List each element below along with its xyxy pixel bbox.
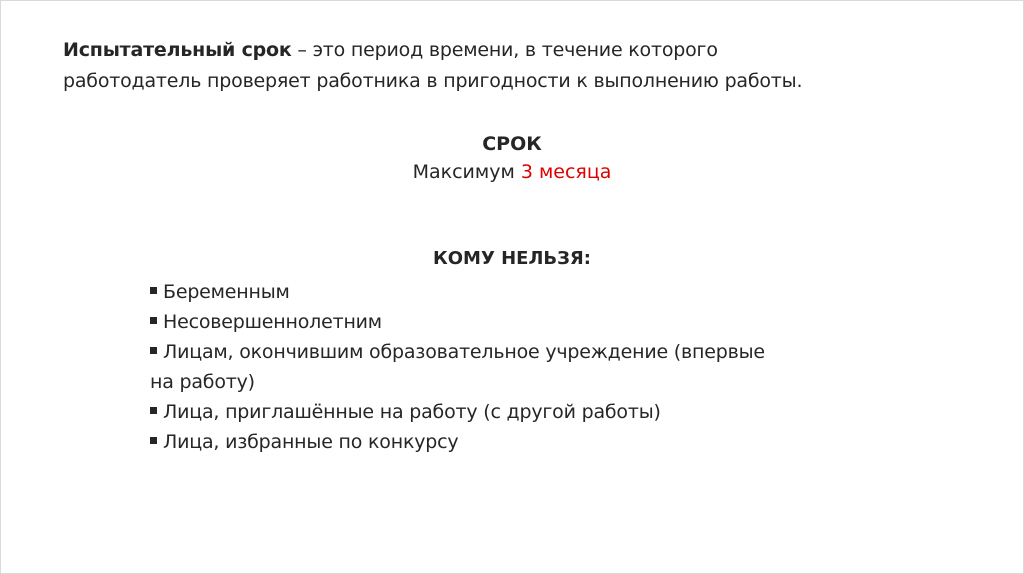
list-item-text: Беременным	[163, 281, 290, 303]
square-bullet-icon	[150, 347, 157, 354]
restriction-heading: КОМУ НЕЛЬЗЯ:	[433, 248, 591, 269]
term-prefix: Максимум	[412, 161, 521, 183]
list-item	[150, 427, 890, 457]
list-item-text: Лицам, окончившим образовательное учреждение (впервые	[163, 341, 765, 363]
list-item-text-continuation: на работу)	[150, 371, 255, 393]
term-value: 3 месяца	[520, 161, 612, 183]
list-item	[150, 277, 890, 307]
square-bullet-icon	[150, 437, 157, 444]
list-item-text: Лица, приглашённые на работу (с другой работы)	[163, 401, 661, 423]
definition-text-line2: работодатель проверяет работника в пригодности к выполнению работы.	[63, 70, 803, 92]
square-bullet-icon	[150, 287, 157, 294]
term-heading: СРОК	[482, 133, 542, 155]
list-item	[150, 307, 890, 337]
definition-text-line1: – это период времени, в течение которого	[291, 39, 718, 61]
square-bullet-icon	[150, 317, 157, 324]
list-item	[150, 397, 890, 427]
list-item-text: Несовершеннолетним	[163, 311, 382, 333]
list-item-text: Лица, избранные по конкурсу	[163, 431, 459, 453]
definition-term: Испытательный срок	[63, 39, 292, 61]
list-item	[150, 337, 890, 397]
restriction-list	[150, 277, 890, 457]
term-value-line	[1, 158, 1023, 186]
square-bullet-icon	[150, 407, 157, 414]
definition-paragraph	[63, 35, 963, 97]
